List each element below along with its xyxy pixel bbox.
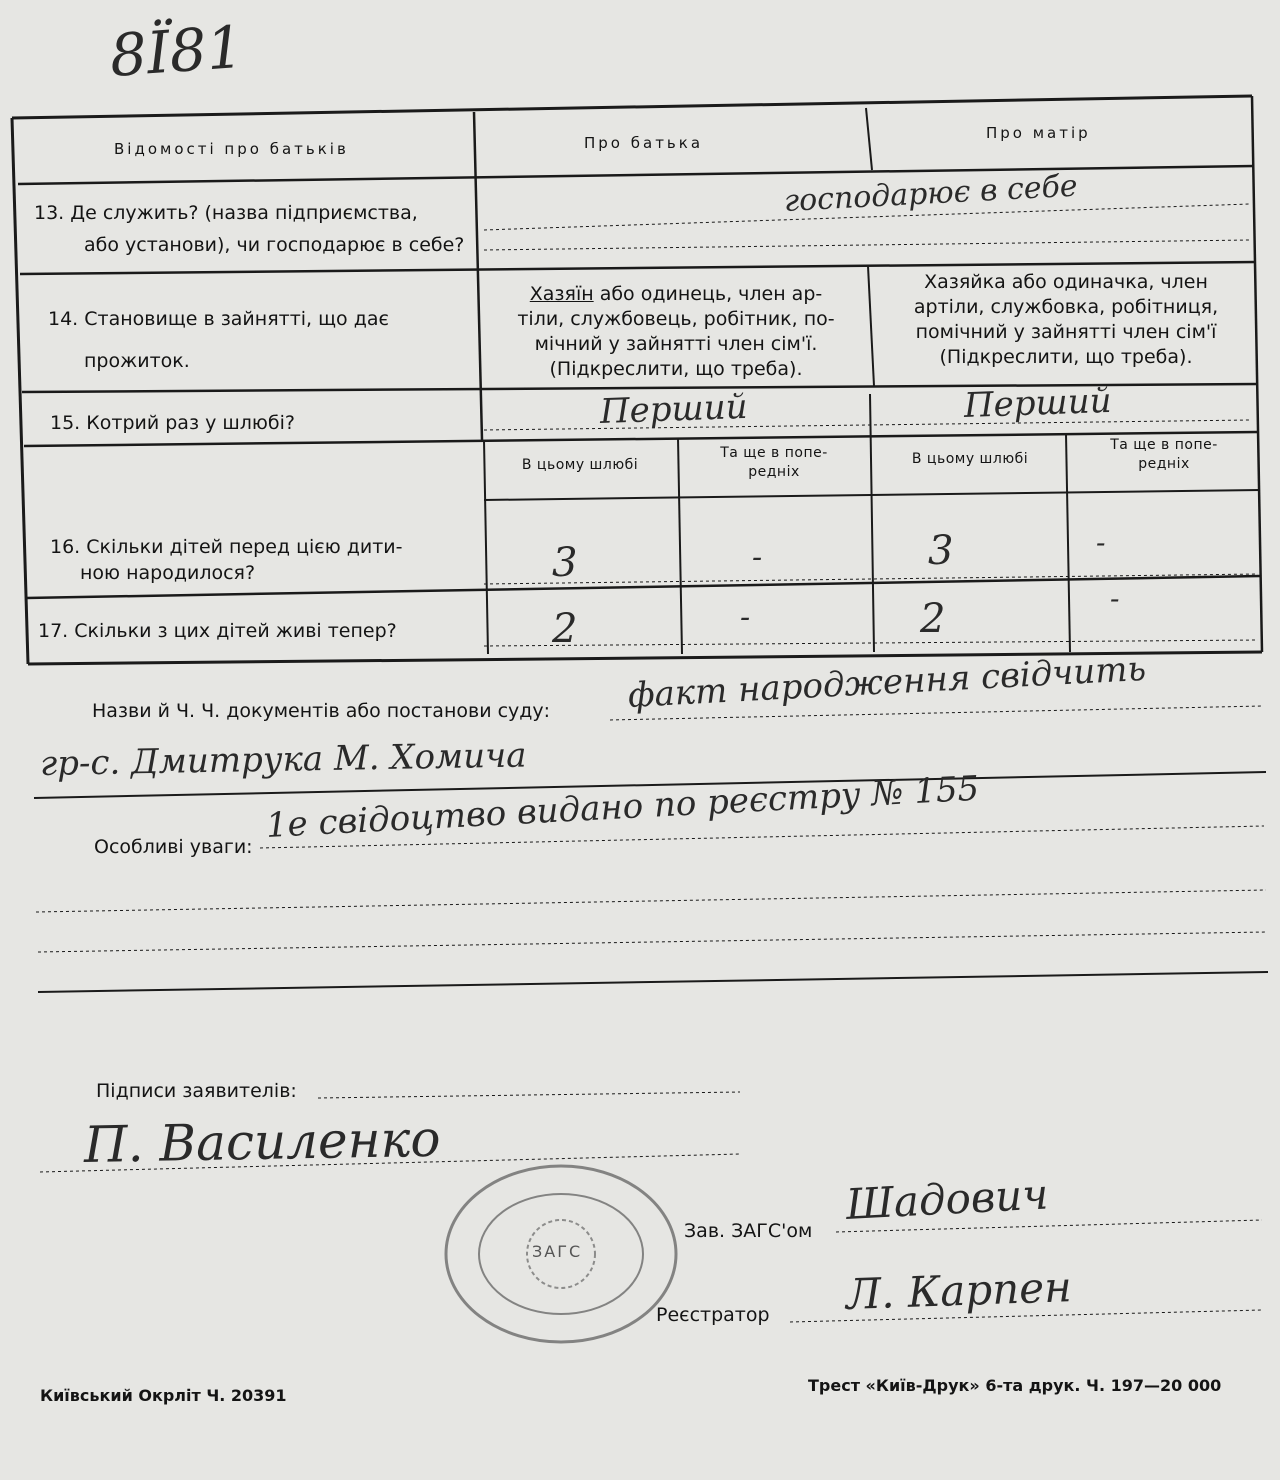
sub-mother-this: В цьому шлюбі [911,451,1029,467]
archive-mark: 8Ї81 [107,12,246,90]
remarks-label: Особливі уваги: [94,836,253,858]
row14-mother-options [886,270,1246,370]
head-signature: Шадович [844,1169,1050,1229]
remarks-hand: 1е свідоцтво видано по реєстру № 155 [264,768,981,846]
father-option-line4: (Підкреслити, що треба). [549,358,803,380]
sub-mother-prev-line2: редніх [1138,456,1190,472]
mother-option-line1: Хазяйка або одиначка, член [924,271,1208,293]
father-option-line2: тіли, службовець, робітник, по- [517,308,835,330]
row13-label-2: або установи), чи господарює в себе? [84,234,465,256]
row13-hand-value: господарює в себе [783,168,1079,219]
registrar-signature: Л. Карпен [845,1262,1073,1319]
row14-father-options [496,282,856,382]
father-underlined-choice: Хазяїн [529,283,594,305]
row16-mother-this: 3 [928,528,954,574]
sub-father-this: В цьому шлюбі [521,457,639,473]
row15-father-hand: Перший [599,386,749,432]
sub-father-prev-line1: Та ще в попе- [720,445,828,461]
row16-father-this: 3 [552,540,578,586]
row15-label: 15. Котрий раз у шлюбі? [50,412,295,434]
sub-father-prev-line2: редніх [748,464,800,480]
sub-mother-prev-line1: Та ще в попе- [1110,437,1218,453]
row13-label-1: 13. Де служить? (назва підприємства, [34,202,418,224]
sub-father-prev [684,444,864,482]
sub-mother-prev [1074,436,1254,474]
row14-label-2: прожиток. [84,350,190,372]
footer-left: Київський Окрліт Ч. 20391 [40,1386,287,1405]
documents-hand-2: гр-с. Дмитрука М. Хомича [39,735,527,784]
mother-option-line2: артіли, службовка, робітниця, [913,296,1219,318]
documents-label: Назви й Ч. Ч. документів або постанови суду: [92,700,551,722]
documents-hand-1: факт народження свідчить [626,648,1147,716]
footer-right: Трест «Київ-Друк» 6-та друк. Ч. 197—20 000 [808,1376,1222,1395]
row16-mother-prev: - [1096,526,1106,559]
stamp-text: ЗАГС [532,1242,583,1261]
father-option-line1: або одинець, член ар- [593,283,823,305]
row16-label-2: ною народилося? [80,562,256,584]
row17-mother-this: 2 [920,596,946,642]
registrar-label: Реєстратор [656,1304,770,1326]
head-label: Зав. ЗАГС'ом [684,1220,813,1242]
row17-father-this: 2 [552,606,578,652]
row17-mother-prev: - [1110,582,1120,615]
header-mother: Про матір [986,124,1091,142]
signatures-label: Підписи заявителів: [96,1080,297,1102]
applicant-signature: П. Василенко [83,1109,441,1174]
header-info: Відомості про батьків [114,140,349,158]
header-father: Про батька [584,134,704,152]
row15-mother-hand: Перший [963,380,1113,426]
row17-label: 17. Скільки з цих дітей живі тепер? [38,620,397,642]
mother-option-line4: (Підкреслити, що треба). [939,346,1193,368]
row14-label-1: 14. Становище в зайнятті, що дає [48,308,389,330]
row16-father-prev: - [752,540,763,575]
row17-father-prev: - [740,600,751,635]
mother-option-line3: помічний у зайнятті член сім'ї [915,321,1217,343]
row16-label-1: 16. Скільки дітей перед цією дити- [50,536,403,558]
father-option-line3: мічний у зайнятті член сім'ї. [534,333,818,355]
